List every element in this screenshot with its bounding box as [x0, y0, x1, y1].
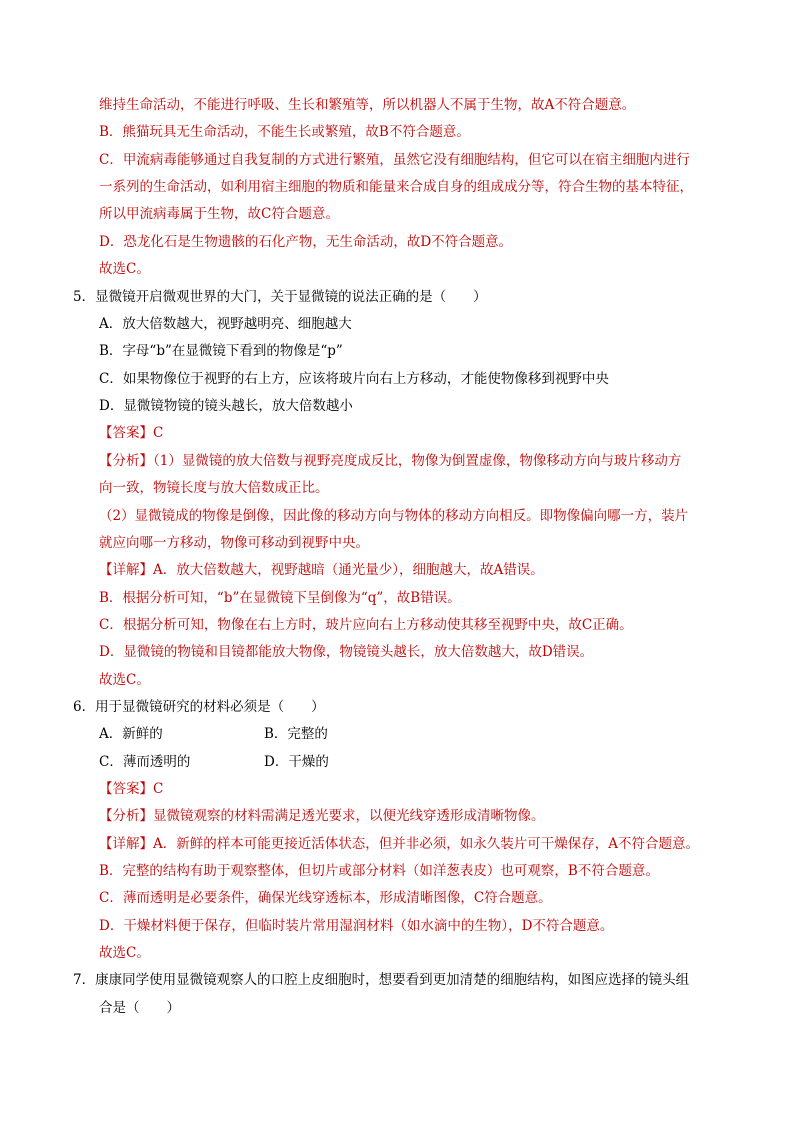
- q6-detail-b: B．完整的结构有助于观察整体，但切片或部分材料（如洋葱表皮）也可观察，B不符合题意。: [99, 863, 659, 879]
- analysis-text: （1）显微镜的放大倍数与视野亮度成反比，物像为倒置虚像，物像移动方向与玻片移动方: [153, 453, 682, 469]
- analysis-text: 显微镜观察的材料需满足透光要求，以便光线穿透形成清晰物像。: [153, 808, 545, 824]
- q6-detail-d: D．干燥材料便于保存，但临时装片常用湿润材料（如水滴中的生物），D不符合题意。: [99, 918, 614, 934]
- q5-detail-a: [99, 561, 544, 579]
- q4-option-a-explanation: 维持生命活动，不能进行呼吸、生长和繁殖等，所以机器人不属于生物，故A不符合题意。: [99, 97, 636, 113]
- answer-tag: 【答案】: [99, 781, 153, 797]
- analysis-tag: 【分析】: [99, 453, 153, 469]
- answer-value: C: [153, 425, 164, 441]
- q6-conclusion: 故选C。: [99, 945, 150, 961]
- q4-option-b-explanation: B．熊猫玩具无生命活动，不能生长或繁殖，故B不符合题意。: [99, 124, 470, 140]
- detail-tag: 【详解】: [99, 836, 153, 852]
- q5-option-c: C．如果物像位于视野的右上方，应该将玻片向右上方移动，才能使物像移到视野中央: [99, 371, 609, 387]
- q4-conclusion: 故选C。: [99, 261, 150, 277]
- q4-option-c-explanation-2: 一系列的生命活动，如利用宿主细胞的物质和能量来合成自身的组成成分等，符合生物的基本特征，: [99, 179, 693, 195]
- q5-detail-c: C．根据分析可知，物像在右上方时，玻片应向右上方移动使其移至视野中央，故C正确。: [99, 617, 633, 633]
- q4-option-c-explanation-1: C．甲流病毒能够通过自我复制的方式进行繁殖，虽然它没有细胞结构，但它可以在宿主细胞内进行: [99, 152, 690, 168]
- detail-tag: 【详解】: [99, 562, 153, 578]
- q5-option-a: A．放大倍数越大，视野越明亮、细胞越大: [99, 316, 352, 332]
- answer-tag: 【答案】: [99, 425, 153, 441]
- answer-value: C: [153, 781, 164, 797]
- q5-answer: [99, 424, 163, 442]
- q5-option-b: B．字母“b”在显微镜下看到的物像是“p”: [99, 343, 343, 359]
- q6-option-a: A．新鲜的: [99, 726, 163, 742]
- q7-stem-2: 合是（ ）: [99, 1000, 180, 1016]
- q5-conclusion: 故选C。: [99, 672, 150, 688]
- q7-stem-1: 7．康康同学使用显微镜观察人的口腔上皮细胞时，想要看到更加清楚的细胞结构，如图应选择的镜头组: [73, 972, 690, 988]
- q5-option-d: D．显微镜物镜的镜头越长，放大倍数越小: [99, 398, 353, 414]
- q5-stem: 5．显微镜开启微观世界的大门，关于显微镜的说法正确的是（ ）: [73, 289, 487, 305]
- q5-detail-b: B．根据分析可知，“b”在显微镜下呈倒像为“q”，故B错误。: [99, 590, 461, 606]
- q6-answer: [99, 780, 163, 798]
- q6-detail-c: C．薄而透明是必要条件，确保光线穿透标本，形成清晰图像，C符合题意。: [99, 890, 552, 906]
- q5-analysis-4: 就应向哪一方移动，物像可移动到视野中央。: [99, 535, 369, 551]
- q6-detail-a: [99, 835, 699, 853]
- detail-text: A．放大倍数越大，视野越暗（通光量少），细胞越大，故A错误。: [153, 562, 544, 578]
- q6-stem: 6．用于显微镜研究的材料必须是（ ）: [73, 699, 325, 715]
- q5-analysis-2: 向一致，物镜长度与放大倍数成正比。: [99, 480, 329, 496]
- q5-analysis-3: （2）显微镜成的物像是倒像，因此像的移动方向与物体的移动方向相反。即物像偏向哪一方，装片: [99, 508, 689, 524]
- q6-option-b: B．完整的: [264, 726, 328, 742]
- analysis-tag: 【分析】: [99, 808, 153, 824]
- q6-option-d: D．干燥的: [264, 754, 329, 770]
- q4-option-c-explanation-3: 所以甲流病毒属于生物，故C符合题意。: [99, 206, 339, 222]
- detail-text: A．新鲜的样本可能更接近活体状态，但并非必须，如永久装片可干燥保存，A不符合题意。: [153, 836, 699, 852]
- q5-detail-d: D．显微镜的物镜和目镜都能放大物像，物镜镜头越长，放大倍数越大，故D错误。: [99, 644, 594, 660]
- q4-option-d-explanation: D．恐龙化石是生物遗骸的石化产物，无生命活动，故D不符合题意。: [99, 234, 513, 250]
- q5-analysis-1: [99, 452, 681, 470]
- q6-analysis: [99, 807, 545, 825]
- q6-option-c: C．薄而透明的: [99, 754, 191, 770]
